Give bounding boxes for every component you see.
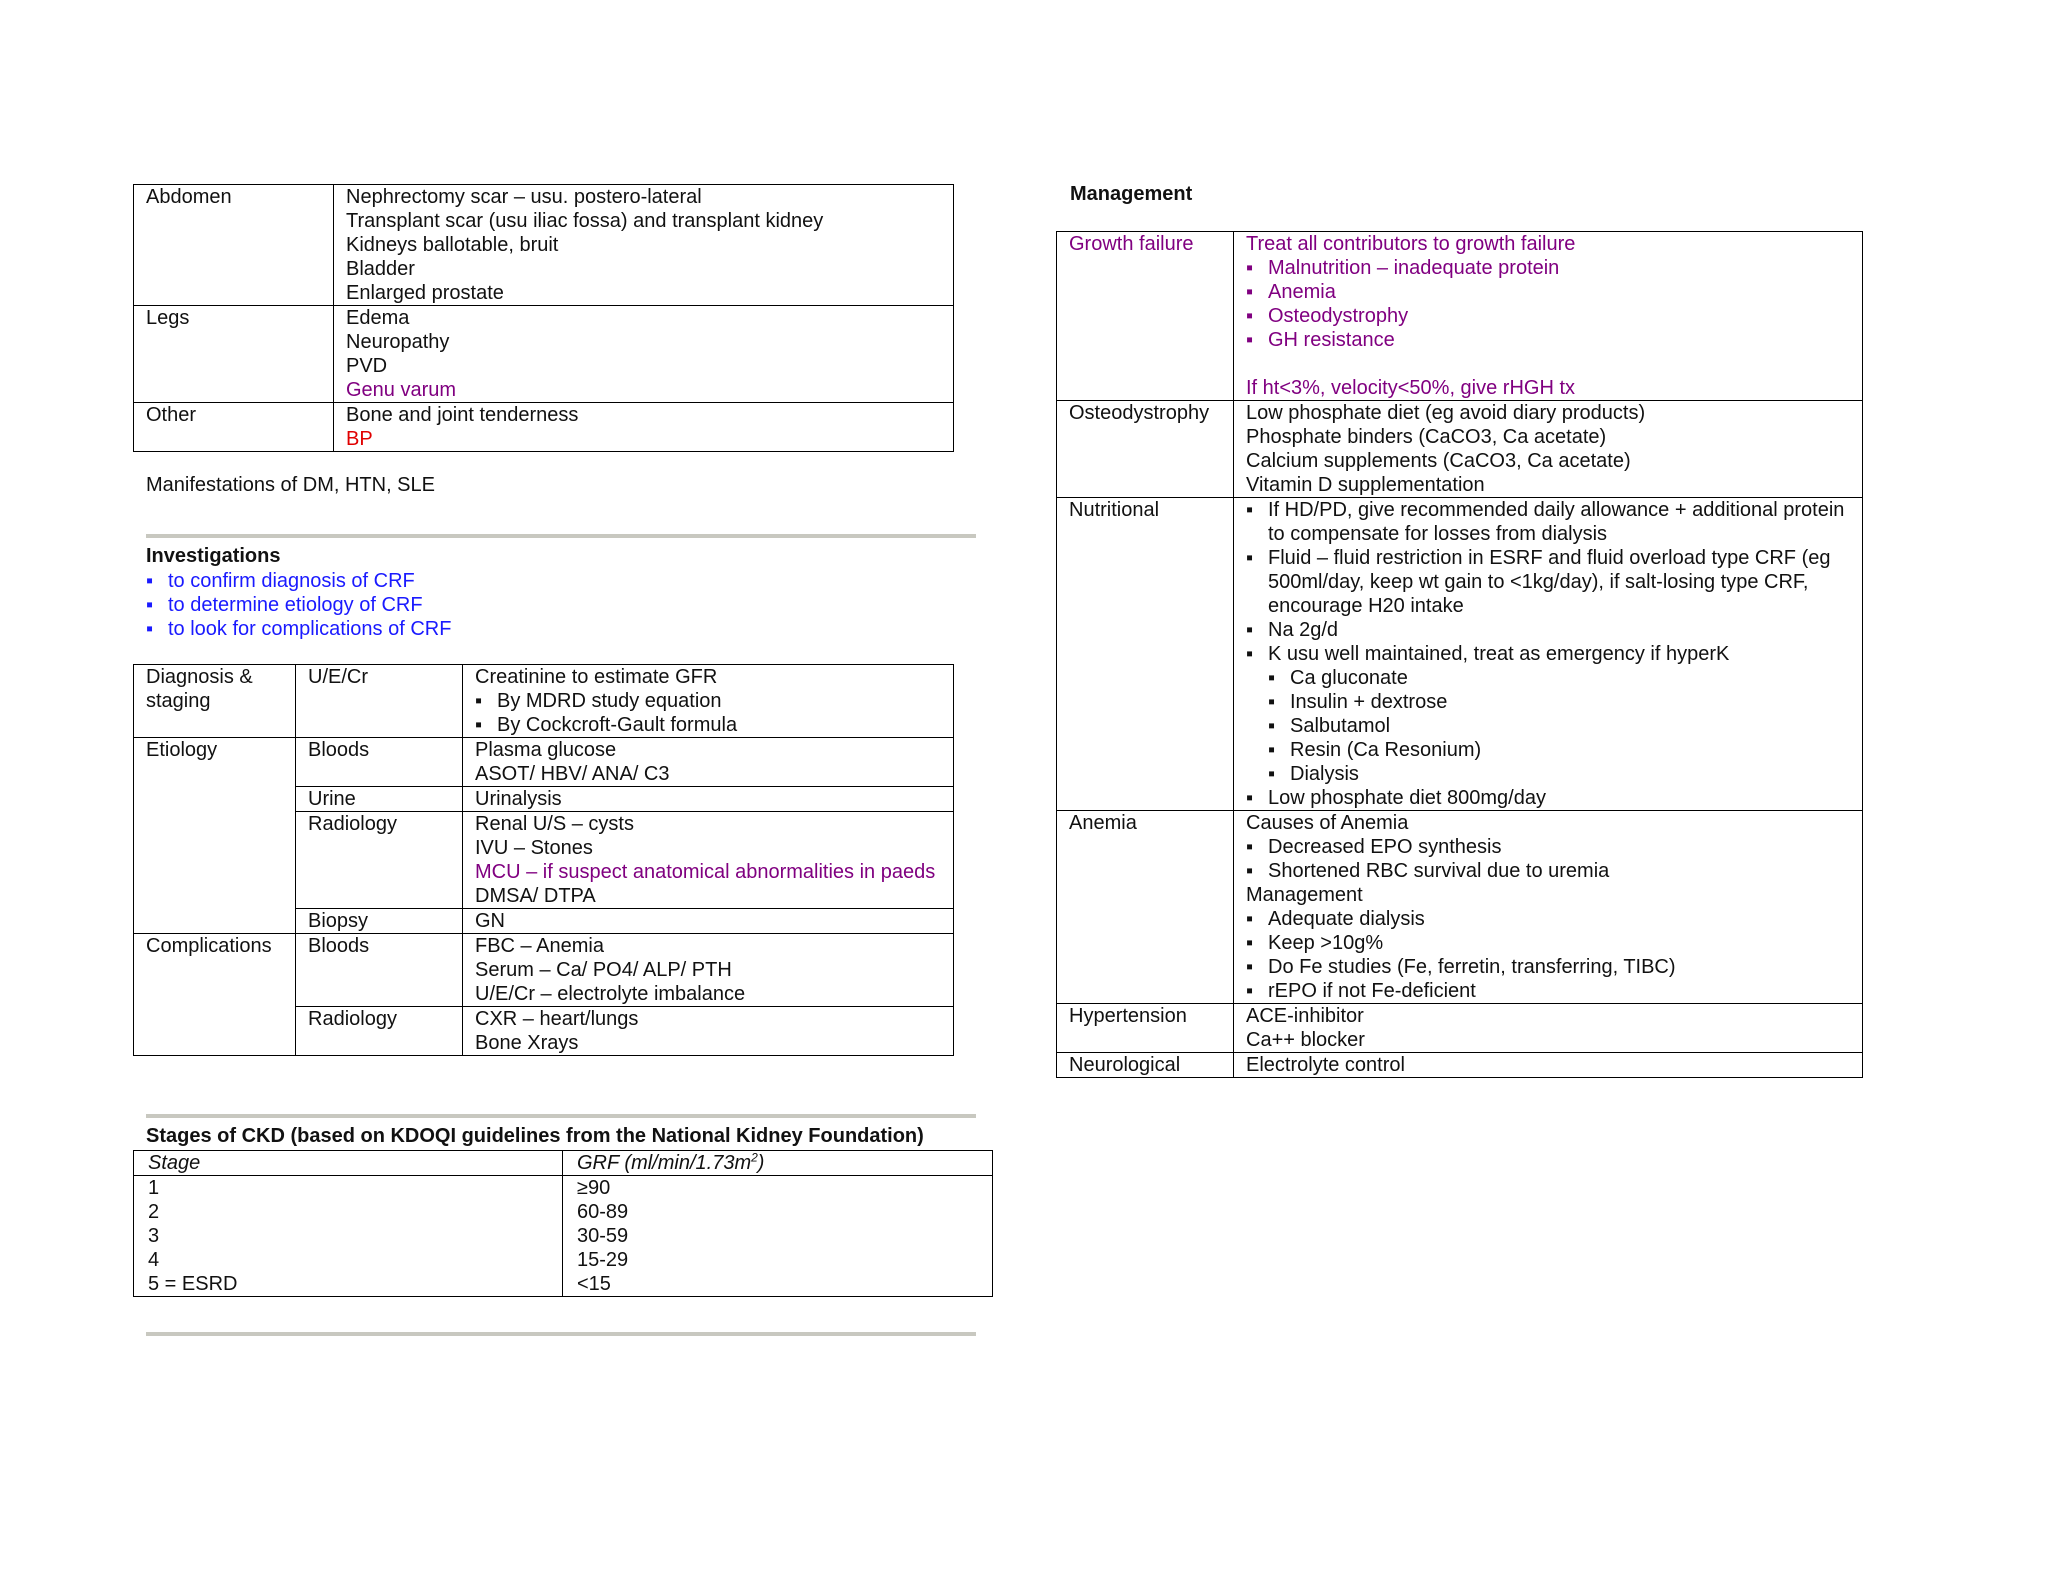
exam-row-legs: [134, 306, 954, 403]
test-line: Urinalysis: [475, 788, 562, 810]
gfr-value: 15-29: [577, 1249, 629, 1271]
subcategory-cell: Radiology: [296, 812, 463, 909]
exam-label: Legs: [134, 306, 334, 403]
exam-table: [133, 184, 954, 452]
subcategory-cell: U/E/Cr: [296, 665, 463, 738]
investigations-heading: Investigations: [146, 545, 281, 567]
finding: Bone and joint tenderness: [346, 404, 579, 426]
row-complications-bloods: [134, 934, 954, 1007]
category-cell: Etiology: [134, 738, 296, 934]
finding: Transplant scar (usu iliac fossa) and transplant kidney: [346, 210, 824, 232]
gfr-value: <15: [577, 1273, 611, 1295]
mgmt-bullet: ▪ Na 2g/d: [1246, 618, 1850, 642]
test-line: IVU – Stones: [475, 837, 593, 859]
mgmt-bullet: ▪ Osteodystrophy: [1246, 304, 1850, 328]
mgmt-label: Growth failure: [1057, 232, 1234, 401]
mgmt-label: Anemia: [1057, 811, 1234, 1004]
mgmt-row-anemia: [1057, 811, 1863, 1004]
finding: Neuropathy: [346, 331, 450, 353]
aim-item: ▪ to determine etiology of CRF: [146, 593, 451, 617]
mgmt-subbullet: ▪ Ca gluconate: [1268, 666, 1850, 690]
investigation-aims: [146, 569, 451, 641]
management-heading: Management: [1070, 183, 1193, 205]
mgmt-label: Nutritional: [1057, 498, 1234, 811]
mgmt-bullet: ▪ K usu well maintained, treat as emergency if hyperK: [1246, 642, 1850, 666]
mgmt-content: [1234, 1004, 1863, 1053]
mgmt-line: Causes of Anemia: [1246, 812, 1409, 834]
test-cell: [463, 934, 954, 1007]
mgmt-subbullet: ▪ Insulin + dextrose: [1268, 690, 1850, 714]
test-line: Plasma glucose: [475, 739, 617, 761]
gfr-values: [563, 1176, 993, 1297]
mgmt-bullet: ▪ rEPO if not Fe-deficient: [1246, 979, 1850, 1003]
mgmt-line: Ca++ blocker: [1246, 1029, 1365, 1051]
stage-value: 5 = ESRD: [148, 1273, 238, 1295]
stages-table: [133, 1150, 993, 1297]
mgmt-label: Hypertension: [1057, 1004, 1234, 1053]
mgmt-row-hypertension: [1057, 1004, 1863, 1053]
finding: Bladder: [346, 258, 415, 280]
mgmt-bullet: ▪ Fluid – fluid restriction in ESRF and fluid overload type CRF (eg 500ml/day, keep wt gain to <1kg/day), if salt-losing type CRF, encourage H20 intake: [1246, 546, 1850, 618]
mgmt-subbullet: ▪ Resin (Ca Resonium): [1268, 738, 1850, 762]
stages-header-row: [134, 1151, 993, 1176]
mgmt-line: If ht<3%, velocity<50%, give rHGH tx: [1246, 377, 1576, 399]
finding: Enlarged prostate: [346, 282, 504, 304]
finding: Kidneys ballotable, bruit: [346, 234, 559, 256]
management-table: [1056, 231, 1863, 1078]
test-line: GN: [475, 910, 505, 932]
divider: [146, 1114, 976, 1118]
mgmt-content: [1234, 811, 1863, 1004]
test-cell: [463, 909, 954, 934]
mgmt-line: Vitamin D supplementation: [1246, 474, 1485, 496]
mgmt-bullet: ▪ Do Fe studies (Fe, ferretin, transferring, TIBC): [1246, 955, 1850, 979]
exam-label: Abdomen: [134, 185, 334, 306]
subcategory-cell: Bloods: [296, 934, 463, 1007]
mgmt-bullet: ▪ GH resistance: [1246, 328, 1850, 352]
test-line: Creatinine to estimate GFR: [475, 666, 718, 688]
test-bullet: ▪ By MDRD study equation: [475, 689, 941, 713]
stages-body-row: [134, 1176, 993, 1297]
mgmt-content: [1234, 401, 1863, 498]
mgmt-subbullet: ▪ Salbutamol: [1268, 714, 1850, 738]
stages-title: Stages of CKD (based on KDOQI guidelines from the National Kidney Foundation): [146, 1125, 924, 1147]
mgmt-bullet: ▪ Keep >10g%: [1246, 931, 1850, 955]
exam-row-other: [134, 403, 954, 452]
mgmt-row-osteo: [1057, 401, 1863, 498]
gfr-value: 60-89: [577, 1201, 629, 1223]
mgmt-content: [1234, 232, 1863, 401]
finding: PVD: [346, 355, 388, 377]
test-line: FBC – Anemia: [475, 935, 604, 957]
mgmt-line: Management: [1246, 884, 1363, 906]
aim-item: ▪ to confirm diagnosis of CRF: [146, 569, 451, 593]
test-bullet: ▪ By Cockcroft-Gault formula: [475, 713, 941, 737]
row-diagnosis: [134, 665, 954, 738]
exam-findings: [334, 403, 954, 452]
mgmt-label: Neurological: [1057, 1053, 1234, 1078]
manifestations-text: Manifestations of DM, HTN, SLE: [146, 474, 435, 496]
subcategory-cell: Biopsy: [296, 909, 463, 934]
mgmt-line: Low phosphate diet (eg avoid diary products): [1246, 402, 1646, 424]
test-line: ASOT/ HBV/ ANA/ C3: [475, 763, 670, 785]
gfr-value: 30-59: [577, 1225, 629, 1247]
stage-value: 4: [148, 1249, 160, 1271]
test-line: MCU – if suspect anatomical abnormalities in paeds: [475, 861, 936, 883]
mgmt-bullet: ▪ Adequate dialysis: [1246, 907, 1850, 931]
exam-label: Other: [134, 403, 334, 452]
test-line: Bone Xrays: [475, 1032, 579, 1054]
finding: Nephrectomy scar – usu. postero-lateral: [346, 186, 702, 208]
test-line: DMSA/ DTPA: [475, 885, 596, 907]
mgmt-row-growth: [1057, 232, 1863, 401]
aim-item: ▪ to look for complications of CRF: [146, 617, 451, 641]
subcategory-cell: Bloods: [296, 738, 463, 787]
test-cell: [463, 665, 954, 738]
divider: [146, 1332, 976, 1336]
mgmt-line: Calcium supplements (CaCO3, Ca acetate): [1246, 450, 1631, 472]
row-etiology-bloods: [134, 738, 954, 787]
stage-values: [134, 1176, 563, 1297]
stage-value: 2: [148, 1201, 160, 1223]
divider: [146, 534, 976, 538]
test-cell: [463, 787, 954, 812]
mgmt-bullet: ▪ Low phosphate diet 800mg/day: [1246, 786, 1850, 810]
test-cell: [463, 812, 954, 909]
mgmt-row-nutritional: [1057, 498, 1863, 811]
exam-findings: [334, 185, 954, 306]
mgmt-bullet: ▪ Decreased EPO synthesis: [1246, 835, 1850, 859]
finding: Genu varum: [346, 379, 457, 401]
exam-row-abdomen: [134, 185, 954, 306]
gfr-value: ≥90: [577, 1177, 611, 1199]
subcategory-cell: Radiology: [296, 1007, 463, 1056]
mgmt-content: [1234, 498, 1863, 811]
mgmt-bullet: ▪ Malnutrition – inadequate protein: [1246, 256, 1850, 280]
category-cell: Complications: [134, 934, 296, 1056]
test-cell: [463, 738, 954, 787]
exam-findings: [334, 306, 954, 403]
mgmt-bullet: ▪ Shortened RBC survival due to uremia: [1246, 859, 1850, 883]
stage-value: 3: [148, 1225, 160, 1247]
mgmt-bullet: ▪ If HD/PD, give recommended daily allowance + additional protein to compensate for losses from dialysis: [1246, 498, 1850, 546]
mgmt-content: [1234, 1053, 1863, 1078]
mgmt-bullet: ▪ Anemia: [1246, 280, 1850, 304]
finding: Edema: [346, 307, 410, 329]
mgmt-line: Phosphate binders (CaCO3, Ca acetate): [1246, 426, 1607, 448]
mgmt-subbullet: ▪ Dialysis: [1268, 762, 1850, 786]
investigations-table: [133, 664, 954, 1056]
mgmt-line: Electrolyte control: [1246, 1054, 1405, 1076]
spacer: [1246, 352, 1850, 376]
mgmt-line: Treat all contributors to growth failure: [1246, 233, 1576, 255]
test-line: CXR – heart/lungs: [475, 1008, 639, 1030]
mgmt-line: ACE-inhibitor: [1246, 1005, 1364, 1027]
stage-value: 1: [148, 1177, 160, 1199]
test-line: Renal U/S – cysts: [475, 813, 634, 835]
mgmt-label: Osteodystrophy: [1057, 401, 1234, 498]
gfr-header: GRF $(ml/\min/1.73m^2)$: [563, 1151, 993, 1176]
stage-header: Stage: [134, 1151, 563, 1176]
category-cell: Diagnosis & staging: [134, 665, 296, 738]
finding: BP: [346, 428, 373, 450]
test-line: Serum – Ca/ PO4/ ALP/ PTH: [475, 959, 732, 981]
test-cell: [463, 1007, 954, 1056]
subcategory-cell: Urine: [296, 787, 463, 812]
mgmt-row-neuro: [1057, 1053, 1863, 1078]
test-line: U/E/Cr – electrolyte imbalance: [475, 983, 746, 1005]
